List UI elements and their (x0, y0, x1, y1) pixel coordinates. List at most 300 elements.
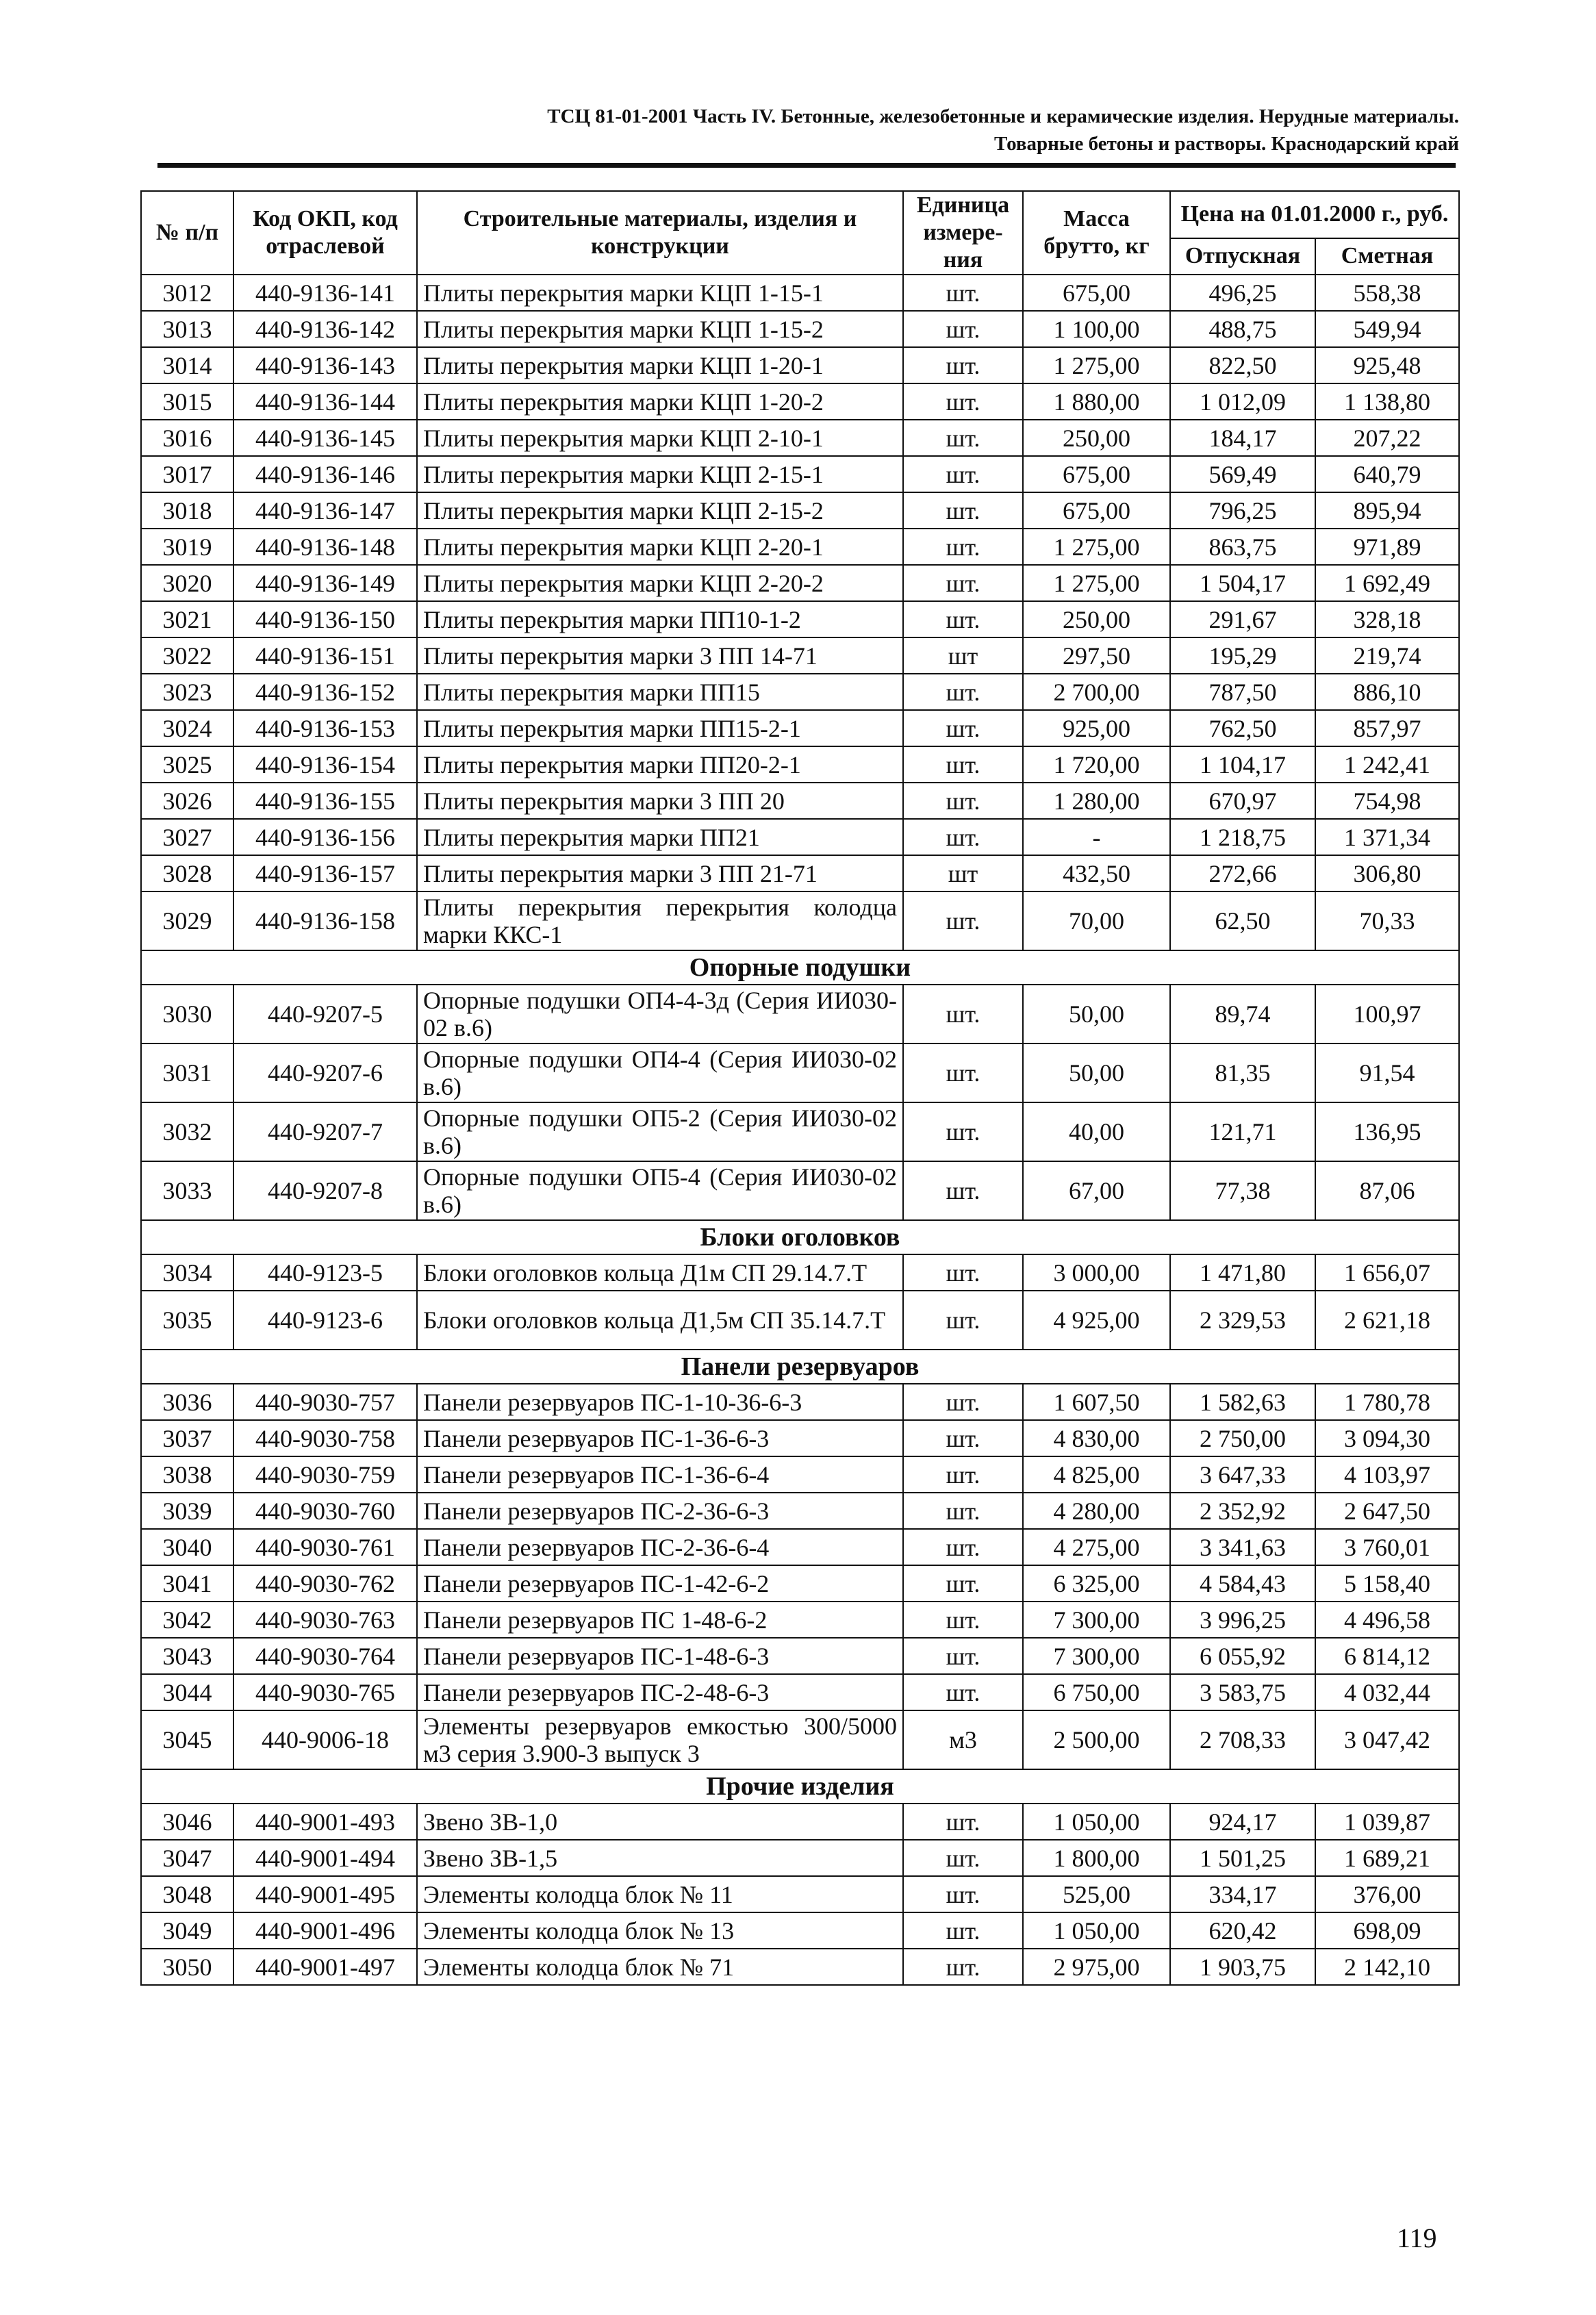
row-number: 3050 (141, 1949, 233, 1985)
row-mass: 675,00 (1023, 492, 1170, 529)
section-title: Панели резервуаров (141, 1350, 1459, 1384)
row-price-release: 77,38 (1170, 1161, 1315, 1220)
row-unit: шт. (903, 1638, 1023, 1674)
row-mass: 1 275,00 (1023, 347, 1170, 383)
table-row (141, 783, 1459, 819)
row-price-estimate: 971,89 (1315, 529, 1459, 565)
row-price-release: 1 504,17 (1170, 565, 1315, 601)
row-price-release: 62,50 (1170, 891, 1315, 950)
row-unit: шт. (903, 1840, 1023, 1876)
row-price-estimate: 70,33 (1315, 891, 1459, 950)
row-mass: 432,50 (1023, 855, 1170, 891)
row-name: Звено ЗВ-1,5 (417, 1840, 903, 1876)
row-unit: шт. (903, 783, 1023, 819)
row-number: 3048 (141, 1876, 233, 1912)
row-number: 3032 (141, 1102, 233, 1161)
table-row (141, 601, 1459, 637)
row-unit: шт. (903, 601, 1023, 637)
row-code: 440-9136-149 (233, 565, 417, 601)
row-price-estimate: 1 371,34 (1315, 819, 1459, 855)
row-number: 3027 (141, 819, 233, 855)
table-row (141, 674, 1459, 710)
row-unit: шт. (903, 819, 1023, 855)
row-name: Панели резервуаров ПС-2-48-6-3 (417, 1674, 903, 1710)
table-row (141, 1710, 1459, 1769)
table-row (141, 1638, 1459, 1674)
row-price-estimate: 640,79 (1315, 456, 1459, 492)
row-name: Плиты перекрытия марки 3 ПП 14-71 (417, 637, 903, 674)
table-row (141, 637, 1459, 674)
row-code: 440-9030-759 (233, 1456, 417, 1493)
row-number: 3030 (141, 985, 233, 1043)
row-mass: 3 000,00 (1023, 1254, 1170, 1291)
table-row (141, 1876, 1459, 1912)
row-unit: шт. (903, 1949, 1023, 1985)
row-price-release: 569,49 (1170, 456, 1315, 492)
row-mass: 2 700,00 (1023, 674, 1170, 710)
row-code: 440-9030-758 (233, 1420, 417, 1456)
row-name: Элементы резервуаров емкостью 300/5000 м3 серия 3.900-3 выпуск 3 (417, 1710, 903, 1769)
row-number: 3049 (141, 1912, 233, 1949)
table-row (141, 492, 1459, 529)
row-code: 440-9207-8 (233, 1161, 417, 1220)
row-code: 440-9006-18 (233, 1710, 417, 1769)
row-code: 440-9030-761 (233, 1529, 417, 1565)
row-name: Элементы колодца блок № 13 (417, 1912, 903, 1949)
row-price-estimate: 1 780,78 (1315, 1384, 1459, 1420)
row-price-release: 3 583,75 (1170, 1674, 1315, 1710)
row-price-estimate: 4 032,44 (1315, 1674, 1459, 1710)
row-name: Опорные подушки ОП4-4-3д (Серия ИИ030-02 в.6) (417, 985, 903, 1043)
row-price-release: 1 471,80 (1170, 1254, 1315, 1291)
row-price-estimate: 1 692,49 (1315, 565, 1459, 601)
row-price-estimate: 925,48 (1315, 347, 1459, 383)
row-mass: 1 050,00 (1023, 1912, 1170, 1949)
row-unit: шт. (903, 710, 1023, 746)
table-row (141, 1949, 1459, 1985)
row-price-estimate: 558,38 (1315, 275, 1459, 311)
row-code: 440-9030-757 (233, 1384, 417, 1420)
row-unit: шт. (903, 492, 1023, 529)
table-row (141, 347, 1459, 383)
row-price-estimate: 5 158,40 (1315, 1565, 1459, 1602)
row-name: Панели резервуаров ПС-1-48-6-3 (417, 1638, 903, 1674)
row-mass: 4 925,00 (1023, 1291, 1170, 1350)
row-price-release: 2 708,33 (1170, 1710, 1315, 1769)
table-row (141, 1161, 1459, 1220)
row-code: 440-9136-152 (233, 674, 417, 710)
row-price-release: 3 647,33 (1170, 1456, 1315, 1493)
row-unit: шт. (903, 565, 1023, 601)
row-mass: 70,00 (1023, 891, 1170, 950)
row-price-release: 2 352,92 (1170, 1493, 1315, 1529)
row-name: Плиты перекрытия марки КЦП 1-20-2 (417, 383, 903, 420)
row-unit: шт. (903, 383, 1023, 420)
row-unit: шт. (903, 1529, 1023, 1565)
section-header-row (141, 1220, 1459, 1254)
section-header-row (141, 1769, 1459, 1804)
table-row (141, 891, 1459, 950)
row-unit: шт. (903, 311, 1023, 347)
row-unit: шт. (903, 275, 1023, 311)
table-row (141, 275, 1459, 311)
table-row (141, 985, 1459, 1043)
row-mass: 250,00 (1023, 420, 1170, 456)
row-name: Панели резервуаров ПС-1-36-6-4 (417, 1456, 903, 1493)
table-row (141, 1602, 1459, 1638)
row-price-estimate: 136,95 (1315, 1102, 1459, 1161)
row-name: Панели резервуаров ПС-2-36-6-4 (417, 1529, 903, 1565)
row-mass: 1 720,00 (1023, 746, 1170, 783)
row-price-release: 1 501,25 (1170, 1840, 1315, 1876)
row-number: 3041 (141, 1565, 233, 1602)
row-price-estimate: 4 496,58 (1315, 1602, 1459, 1638)
row-price-release: 488,75 (1170, 311, 1315, 347)
table-body (141, 275, 1459, 1985)
table-row (141, 1674, 1459, 1710)
page-number: 119 (1397, 2223, 1437, 2253)
row-price-estimate: 2 142,10 (1315, 1949, 1459, 1985)
row-price-release: 6 055,92 (1170, 1638, 1315, 1674)
row-code: 440-9030-760 (233, 1493, 417, 1529)
row-price-release: 1 582,63 (1170, 1384, 1315, 1420)
row-name: Блоки оголовков кольца Д1м СП 29.14.7.Т (417, 1254, 903, 1291)
column-header-name: Строительные материалы, изделия и конструкции (417, 191, 903, 275)
row-name: Панели резервуаров ПС-1-42-6-2 (417, 1565, 903, 1602)
row-code: 440-9136-153 (233, 710, 417, 746)
row-unit: шт. (903, 456, 1023, 492)
column-header-mass: Масса брутто, кг (1023, 191, 1170, 275)
row-name: Опорные подушки ОП5-2 (Серия ИИ030-02 в.6) (417, 1102, 903, 1161)
row-name: Звено ЗВ-1,0 (417, 1804, 903, 1840)
row-mass: 6 750,00 (1023, 1674, 1170, 1710)
row-price-estimate: 857,97 (1315, 710, 1459, 746)
row-name: Плиты перекрытия марки КЦП 2-15-1 (417, 456, 903, 492)
row-mass: 67,00 (1023, 1161, 1170, 1220)
row-mass: - (1023, 819, 1170, 855)
row-price-estimate: 100,97 (1315, 985, 1459, 1043)
row-code: 440-9136-158 (233, 891, 417, 950)
row-mass: 297,50 (1023, 637, 1170, 674)
row-mass: 50,00 (1023, 985, 1170, 1043)
row-price-release: 3 996,25 (1170, 1602, 1315, 1638)
row-name: Плиты перекрытия марки КЦП 1-15-1 (417, 275, 903, 311)
row-code: 440-9207-6 (233, 1043, 417, 1102)
row-price-release: 796,25 (1170, 492, 1315, 529)
row-number: 3012 (141, 275, 233, 311)
row-code: 440-9136-147 (233, 492, 417, 529)
row-price-estimate: 1 039,87 (1315, 1804, 1459, 1840)
row-unit: шт. (903, 1456, 1023, 1493)
row-number: 3025 (141, 746, 233, 783)
row-name: Опорные подушки ОП5-4 (Серия ИИ030-02 в.6) (417, 1161, 903, 1220)
row-name: Панели резервуаров ПС 1-48-6-2 (417, 1602, 903, 1638)
price-table (140, 190, 1460, 1986)
column-header-num: № п/п (141, 191, 233, 275)
section-title: Прочие изделия (141, 1769, 1459, 1804)
row-price-estimate: 207,22 (1315, 420, 1459, 456)
row-price-release: 81,35 (1170, 1043, 1315, 1102)
table-row (141, 819, 1459, 855)
row-unit: шт. (903, 1804, 1023, 1840)
row-price-release: 620,42 (1170, 1912, 1315, 1949)
row-name: Плиты перекрытия перекрытия колодца марки ККС-1 (417, 891, 903, 950)
row-number: 3045 (141, 1710, 233, 1769)
row-price-estimate: 1 656,07 (1315, 1254, 1459, 1291)
row-code: 440-9136-151 (233, 637, 417, 674)
row-unit: м3 (903, 1710, 1023, 1769)
row-number: 3026 (141, 783, 233, 819)
row-code: 440-9136-157 (233, 855, 417, 891)
row-number: 3034 (141, 1254, 233, 1291)
row-price-estimate: 2 621,18 (1315, 1291, 1459, 1350)
row-price-release: 822,50 (1170, 347, 1315, 383)
row-number: 3024 (141, 710, 233, 746)
row-code: 440-9001-494 (233, 1840, 417, 1876)
row-price-release: 3 341,63 (1170, 1529, 1315, 1565)
row-price-release: 762,50 (1170, 710, 1315, 746)
row-mass: 675,00 (1023, 275, 1170, 311)
row-number: 3018 (141, 492, 233, 529)
row-number: 3037 (141, 1420, 233, 1456)
column-header-unit: Единица измере-ния (903, 191, 1023, 275)
table-row (141, 1384, 1459, 1420)
row-price-release: 291,67 (1170, 601, 1315, 637)
row-number: 3019 (141, 529, 233, 565)
table-row (141, 420, 1459, 456)
row-number: 3014 (141, 347, 233, 383)
row-price-estimate: 3 047,42 (1315, 1710, 1459, 1769)
row-number: 3029 (141, 891, 233, 950)
header-divider (157, 163, 1456, 168)
row-code: 440-9030-763 (233, 1602, 417, 1638)
row-code: 440-9136-141 (233, 275, 417, 311)
section-title: Блоки оголовков (141, 1220, 1459, 1254)
row-unit: шт. (903, 1565, 1023, 1602)
row-mass: 1 050,00 (1023, 1804, 1170, 1840)
row-price-release: 1 903,75 (1170, 1949, 1315, 1985)
table-row (141, 1291, 1459, 1350)
row-number: 3021 (141, 601, 233, 637)
row-price-estimate: 1 138,80 (1315, 383, 1459, 420)
row-mass: 1 280,00 (1023, 783, 1170, 819)
row-name: Плиты перекрытия марки ПП15 (417, 674, 903, 710)
row-mass: 1 100,00 (1023, 311, 1170, 347)
row-price-release: 184,17 (1170, 420, 1315, 456)
row-code: 440-9136-146 (233, 456, 417, 492)
row-code: 440-9136-156 (233, 819, 417, 855)
row-price-release: 496,25 (1170, 275, 1315, 311)
row-mass: 925,00 (1023, 710, 1170, 746)
row-name: Плиты перекрытия марки ПП20-2-1 (417, 746, 903, 783)
row-code: 440-9030-765 (233, 1674, 417, 1710)
row-code: 440-9001-496 (233, 1912, 417, 1949)
row-name: Плиты перекрытия марки ПП21 (417, 819, 903, 855)
row-number: 3022 (141, 637, 233, 674)
table-row (141, 746, 1459, 783)
row-price-estimate: 698,09 (1315, 1912, 1459, 1949)
row-price-estimate: 6 814,12 (1315, 1638, 1459, 1674)
row-price-estimate: 3 760,01 (1315, 1529, 1459, 1565)
row-code: 440-9001-497 (233, 1949, 417, 1985)
row-unit: шт. (903, 1102, 1023, 1161)
section-title: Опорные подушки (141, 950, 1459, 985)
row-mass: 2 500,00 (1023, 1710, 1170, 1769)
row-unit: шт. (903, 674, 1023, 710)
row-name: Панели резервуаров ПС-1-10-36-6-3 (417, 1384, 903, 1420)
row-name: Плиты перекрытия марки КЦП 2-15-2 (417, 492, 903, 529)
row-name: Плиты перекрытия марки ПП15-2-1 (417, 710, 903, 746)
row-unit: шт. (903, 746, 1023, 783)
section-header-row (141, 950, 1459, 985)
table-row (141, 1456, 1459, 1493)
row-code: 440-9136-148 (233, 529, 417, 565)
row-mass: 675,00 (1023, 456, 1170, 492)
table-row (141, 1043, 1459, 1102)
table-row (141, 565, 1459, 601)
row-number: 3046 (141, 1804, 233, 1840)
row-unit: шт. (903, 1602, 1023, 1638)
table-row (141, 1102, 1459, 1161)
row-name: Плиты перекрытия марки КЦП 2-20-1 (417, 529, 903, 565)
row-price-release: 1 104,17 (1170, 746, 1315, 783)
table-row (141, 1840, 1459, 1876)
table-row (141, 855, 1459, 891)
row-mass: 7 300,00 (1023, 1638, 1170, 1674)
row-mass: 525,00 (1023, 1876, 1170, 1912)
row-number: 3028 (141, 855, 233, 891)
row-code: 440-9136-154 (233, 746, 417, 783)
row-unit: шт. (903, 1291, 1023, 1350)
table-row (141, 1529, 1459, 1565)
row-mass: 7 300,00 (1023, 1602, 1170, 1638)
row-price-release: 4 584,43 (1170, 1565, 1315, 1602)
row-name: Плиты перекрытия марки 3 ПП 21-71 (417, 855, 903, 891)
row-mass: 4 825,00 (1023, 1456, 1170, 1493)
row-mass: 4 275,00 (1023, 1529, 1170, 1565)
row-number: 3033 (141, 1161, 233, 1220)
row-price-estimate: 306,80 (1315, 855, 1459, 891)
table-row (141, 529, 1459, 565)
table-row (141, 456, 1459, 492)
row-price-estimate: 4 103,97 (1315, 1456, 1459, 1493)
row-code: 440-9136-143 (233, 347, 417, 383)
column-header-price-release: Отпускная (1170, 238, 1315, 275)
row-number: 3015 (141, 383, 233, 420)
table-row (141, 1420, 1459, 1456)
row-price-estimate: 895,94 (1315, 492, 1459, 529)
row-price-release: 2 750,00 (1170, 1420, 1315, 1456)
row-number: 3044 (141, 1674, 233, 1710)
row-mass: 1 607,50 (1023, 1384, 1170, 1420)
row-name: Плиты перекрытия марки КЦП 1-20-1 (417, 347, 903, 383)
row-name: Панели резервуаров ПС-1-36-6-3 (417, 1420, 903, 1456)
row-price-estimate: 2 647,50 (1315, 1493, 1459, 1529)
row-number: 3016 (141, 420, 233, 456)
row-unit: шт (903, 855, 1023, 891)
row-price-estimate: 549,94 (1315, 311, 1459, 347)
row-code: 440-9001-495 (233, 1876, 417, 1912)
row-unit: шт. (903, 1384, 1023, 1420)
row-code: 440-9001-493 (233, 1804, 417, 1840)
row-code: 440-9123-6 (233, 1291, 417, 1350)
row-price-release: 272,66 (1170, 855, 1315, 891)
row-number: 3036 (141, 1384, 233, 1420)
row-mass: 2 975,00 (1023, 1949, 1170, 1985)
row-price-estimate: 87,06 (1315, 1161, 1459, 1220)
row-unit: шт. (903, 1493, 1023, 1529)
row-mass: 1 275,00 (1023, 529, 1170, 565)
row-code: 440-9136-155 (233, 783, 417, 819)
row-unit: шт. (903, 420, 1023, 456)
row-price-release: 1 012,09 (1170, 383, 1315, 420)
row-unit: шт. (903, 1674, 1023, 1710)
column-header-price-group: Цена на 01.01.2000 г., руб. (1170, 191, 1459, 238)
row-code: 440-9030-764 (233, 1638, 417, 1674)
row-name: Блоки оголовков кольца Д1,5м СП 35.14.7.Т (417, 1291, 903, 1350)
row-number: 3023 (141, 674, 233, 710)
row-price-release: 121,71 (1170, 1102, 1315, 1161)
row-price-release: 670,97 (1170, 783, 1315, 819)
row-code: 440-9136-150 (233, 601, 417, 637)
row-number: 3035 (141, 1291, 233, 1350)
row-price-release: 787,50 (1170, 674, 1315, 710)
row-unit: шт. (903, 1876, 1023, 1912)
row-price-release: 195,29 (1170, 637, 1315, 674)
row-price-estimate: 91,54 (1315, 1043, 1459, 1102)
column-header-price-estimate: Сметная (1315, 238, 1459, 275)
row-mass: 4 280,00 (1023, 1493, 1170, 1529)
row-code: 440-9136-142 (233, 311, 417, 347)
row-price-estimate: 3 094,30 (1315, 1420, 1459, 1456)
row-number: 3031 (141, 1043, 233, 1102)
row-unit: шт. (903, 985, 1023, 1043)
row-price-estimate: 1 242,41 (1315, 746, 1459, 783)
row-price-estimate: 886,10 (1315, 674, 1459, 710)
row-price-estimate: 328,18 (1315, 601, 1459, 637)
row-mass: 1 800,00 (1023, 1840, 1170, 1876)
row-code: 440-9207-7 (233, 1102, 417, 1161)
row-number: 3043 (141, 1638, 233, 1674)
row-mass: 1 275,00 (1023, 565, 1170, 601)
row-name: Плиты перекрытия марки КЦП 2-10-1 (417, 420, 903, 456)
table-row (141, 311, 1459, 347)
row-mass: 4 830,00 (1023, 1420, 1170, 1456)
table-header (141, 191, 1459, 275)
row-price-release: 2 329,53 (1170, 1291, 1315, 1350)
row-unit: шт. (903, 891, 1023, 950)
row-price-estimate: 754,98 (1315, 783, 1459, 819)
row-code: 440-9123-5 (233, 1254, 417, 1291)
row-unit: шт. (903, 347, 1023, 383)
row-number: 3039 (141, 1493, 233, 1529)
row-number: 3042 (141, 1602, 233, 1638)
table-row (141, 383, 1459, 420)
page-header (205, 103, 1459, 157)
section-header-row (141, 1350, 1459, 1384)
row-mass: 6 325,00 (1023, 1565, 1170, 1602)
row-price-estimate: 219,74 (1315, 637, 1459, 674)
row-unit: шт. (903, 1161, 1023, 1220)
row-mass: 50,00 (1023, 1043, 1170, 1102)
row-unit: шт. (903, 1912, 1023, 1949)
row-name: Плиты перекрытия марки ПП10-1-2 (417, 601, 903, 637)
table-row (141, 710, 1459, 746)
row-code: 440-9207-5 (233, 985, 417, 1043)
row-unit: шт. (903, 1043, 1023, 1102)
row-name: Опорные подушки ОП4-4 (Серия ИИ030-02 в.6) (417, 1043, 903, 1102)
row-mass: 250,00 (1023, 601, 1170, 637)
